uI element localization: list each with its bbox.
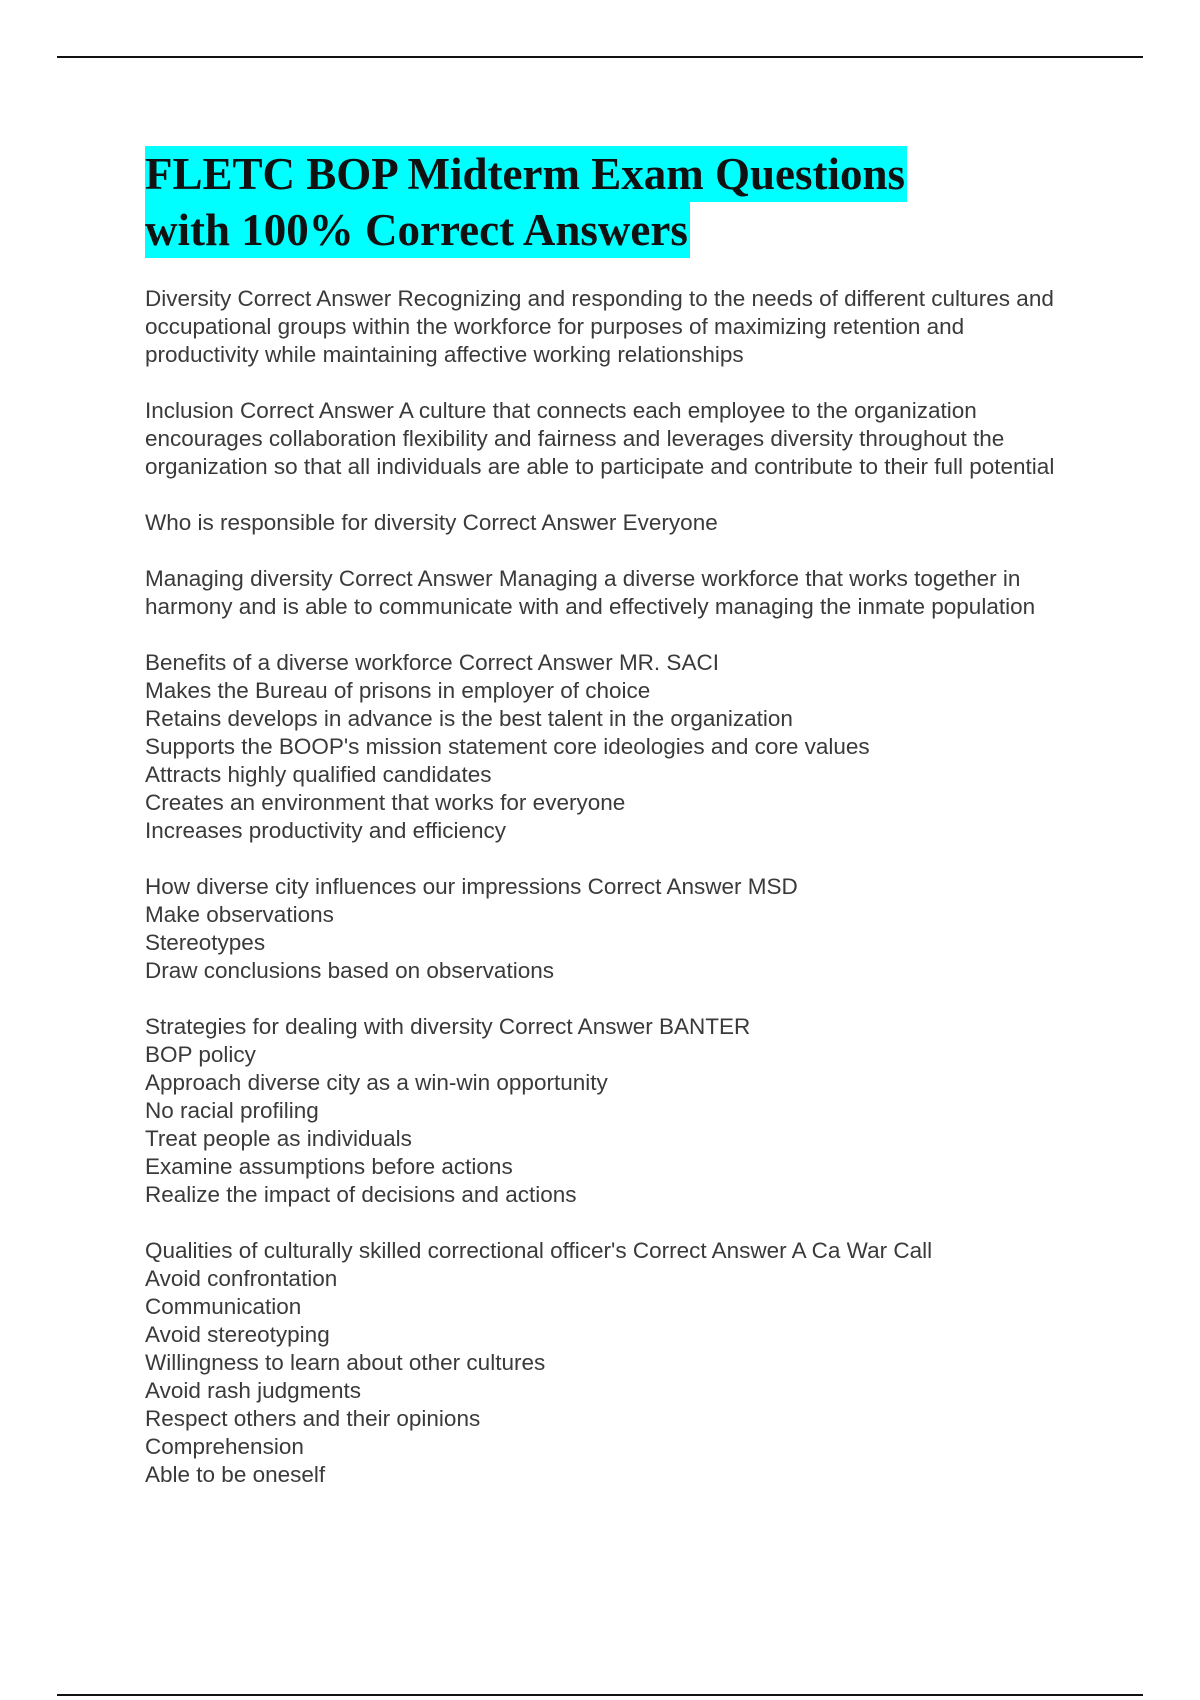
qa-answer-item: BOP policy: [145, 1042, 256, 1067]
title-line-2: with 100% Correct Answers: [145, 202, 690, 258]
qa-entry: [145, 397, 1075, 481]
qa-answer-item: Comprehension: [145, 1434, 304, 1459]
qa-list: [145, 285, 1075, 1489]
qa-answer-item: Creates an environment that works for everyone: [145, 790, 626, 815]
qa-entry-text: Benefits of a diverse workforce Correct Answer MR. SACI: [145, 650, 719, 675]
qa-entry: [145, 649, 1075, 845]
qa-answer-item: Willingness to learn about other cultures: [145, 1350, 546, 1375]
title-line-1: FLETC BOP Midterm Exam Questions: [145, 146, 907, 202]
qa-entry-text: Qualities of culturally skilled correctional officer's Correct Answer A Ca War Call: [145, 1238, 933, 1263]
qa-entry: [145, 565, 1075, 621]
qa-entry-text: Strategies for dealing with diversity Correct Answer BANTER: [145, 1014, 751, 1039]
header-rule: [57, 56, 1143, 58]
qa-answer-item: Make observations: [145, 902, 334, 927]
qa-entry-text: Managing diversity Correct Answer Managing a diverse workforce that works together in harmony and is able to communicate with and effectively managing the inmate population: [145, 566, 1036, 619]
qa-entry-text: Diversity Correct Answer Recognizing and responding to the needs of different cultures and occupational groups within the workforce for purposes of maximizing retention and productivity while maintaining affective working relationships: [145, 286, 1054, 367]
qa-answer-item: Approach diverse city as a win-win opportunity: [145, 1070, 608, 1095]
qa-answer-item: Increases productivity and efficiency: [145, 818, 507, 843]
qa-answer-item: Examine assumptions before actions: [145, 1154, 513, 1179]
qa-answer-item: Realize the impact of decisions and actions: [145, 1182, 577, 1207]
qa-answer-item: Communication: [145, 1294, 302, 1319]
qa-entry: [145, 1237, 1075, 1489]
document-body: [145, 146, 1075, 1517]
qa-entry-text: Who is responsible for diversity Correct Answer Everyone: [145, 510, 718, 535]
qa-answer-item: No racial profiling: [145, 1098, 319, 1123]
qa-entry: [145, 509, 1075, 537]
qa-answer-item: Avoid rash judgments: [145, 1378, 361, 1403]
qa-answer-item: Able to be oneself: [145, 1462, 326, 1487]
qa-answer-item: Respect others and their opinions: [145, 1406, 481, 1431]
qa-answer-item: Avoid stereotyping: [145, 1322, 330, 1347]
footer-rule: [57, 1694, 1143, 1696]
qa-entry-text: How diverse city influences our impressions Correct Answer MSD: [145, 874, 798, 899]
qa-answer-item: Treat people as individuals: [145, 1126, 412, 1151]
qa-entry: [145, 873, 1075, 985]
qa-entry-text: Inclusion Correct Answer A culture that connects each employee to the organization encourages collaboration flexibility and fairness and leverages diversity throughout the organization so that all individuals are able to participate and contribute to their full potential: [145, 398, 1055, 479]
qa-answer-item: Avoid confrontation: [145, 1266, 338, 1291]
qa-entry: [145, 285, 1075, 369]
document-title: [145, 146, 1075, 258]
qa-answer-item: Makes the Bureau of prisons in employer of choice: [145, 678, 651, 703]
qa-entry: [145, 1013, 1075, 1209]
qa-answer-item: Retains develops in advance is the best talent in the organization: [145, 706, 793, 731]
qa-answer-item: Stereotypes: [145, 930, 266, 955]
qa-answer-item: Supports the BOOP's mission statement core ideologies and core values: [145, 734, 870, 759]
qa-answer-item: Attracts highly qualified candidates: [145, 762, 492, 787]
qa-answer-item: Draw conclusions based on observations: [145, 958, 554, 983]
